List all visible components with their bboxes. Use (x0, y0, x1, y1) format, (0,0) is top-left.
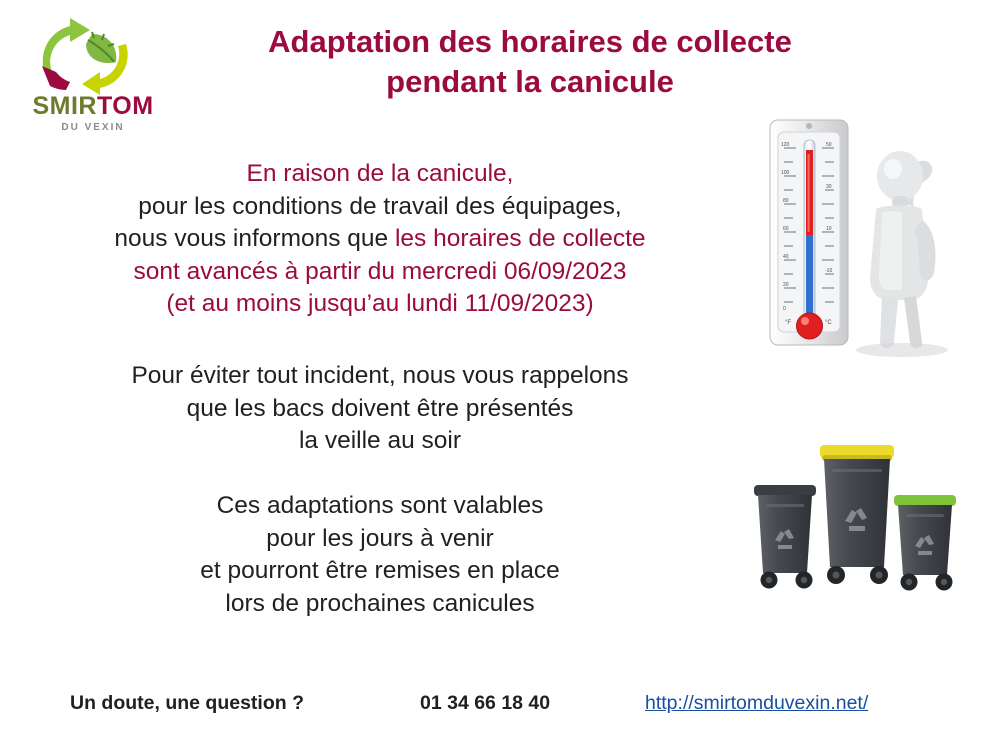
announcement-line-2: pour les conditions de travail des équipages, (138, 192, 622, 220)
svg-text:60: 60 (783, 226, 789, 232)
validity-line-3: et pourront être remises en place (200, 557, 560, 585)
paragraph-validity (30, 490, 730, 620)
3d-figure (856, 151, 948, 357)
reminder-line-3: la veille au soir (298, 427, 462, 455)
page-title-line-2: pendant la canicule (386, 63, 674, 99)
page-title (180, 22, 880, 101)
three-waste-bins-image (748, 425, 963, 605)
logo-name-part2: TOM (96, 92, 154, 120)
validity-line-2: pour les jours à venir (266, 524, 494, 552)
svg-text:20: 20 (783, 282, 789, 288)
announcement-line-3-dark: nous vous informons que (114, 225, 395, 253)
announcement-line-1: En raison de la canicule, (246, 160, 514, 187)
bin-center (820, 445, 894, 584)
footer (70, 692, 950, 724)
svg-text:40: 40 (783, 254, 789, 260)
announcement-line-3 (30, 223, 730, 256)
svg-text:120: 120 (781, 142, 790, 148)
bin-left (754, 485, 816, 589)
paragraph-announcement (30, 158, 730, 321)
validity-line-4: lors de prochaines canicules (225, 589, 535, 617)
thermometer-with-3d-figure-image (752, 110, 972, 360)
validity-line-1: Ces adaptations sont valables (216, 492, 544, 519)
reminder-line-2: que les bacs doivent être présentés (186, 394, 574, 422)
svg-text:30: 30 (826, 184, 832, 190)
announcement-line-4: sont avancés à partir du mercredi 06/09/2023 (133, 257, 627, 285)
svg-text:10: 10 (826, 226, 832, 232)
logo-mark (30, 14, 150, 96)
svg-text:0: 0 (783, 306, 786, 312)
svg-text:100: 100 (781, 170, 790, 176)
paragraph-reminder (30, 360, 730, 458)
logo-subtitle: DU VEXIN (61, 122, 125, 133)
svg-text:80: 80 (783, 198, 789, 204)
svg-text:°F: °F (785, 320, 792, 326)
announcement-line-3-rose: les horaires de collecte (394, 225, 646, 253)
logo-name-part1: SMIR (32, 92, 97, 120)
logo-name (18, 94, 168, 119)
page-title-line-1: Adaptation des horaires de collecte (268, 24, 792, 59)
footer-website-link[interactable]: http://smirtomduvexin.net/ (645, 692, 869, 714)
svg-text:-10: -10 (825, 268, 833, 274)
smirtom-logo (18, 14, 168, 134)
svg-text:°C: °C (825, 320, 832, 326)
svg-text:50: 50 (826, 142, 832, 148)
announcement-line-5: (et au moins jusqu’au lundi 11/09/2023) (166, 290, 594, 318)
reminder-line-1: Pour éviter tout incident, nous vous rappelons (131, 362, 629, 389)
footer-question-text: Un doute, une question ? (70, 692, 304, 714)
leaf-icon (86, 32, 116, 63)
bin-right (894, 495, 956, 591)
logo-wordmark (18, 94, 168, 133)
footer-phone-number: 01 34 66 18 40 (420, 692, 551, 714)
